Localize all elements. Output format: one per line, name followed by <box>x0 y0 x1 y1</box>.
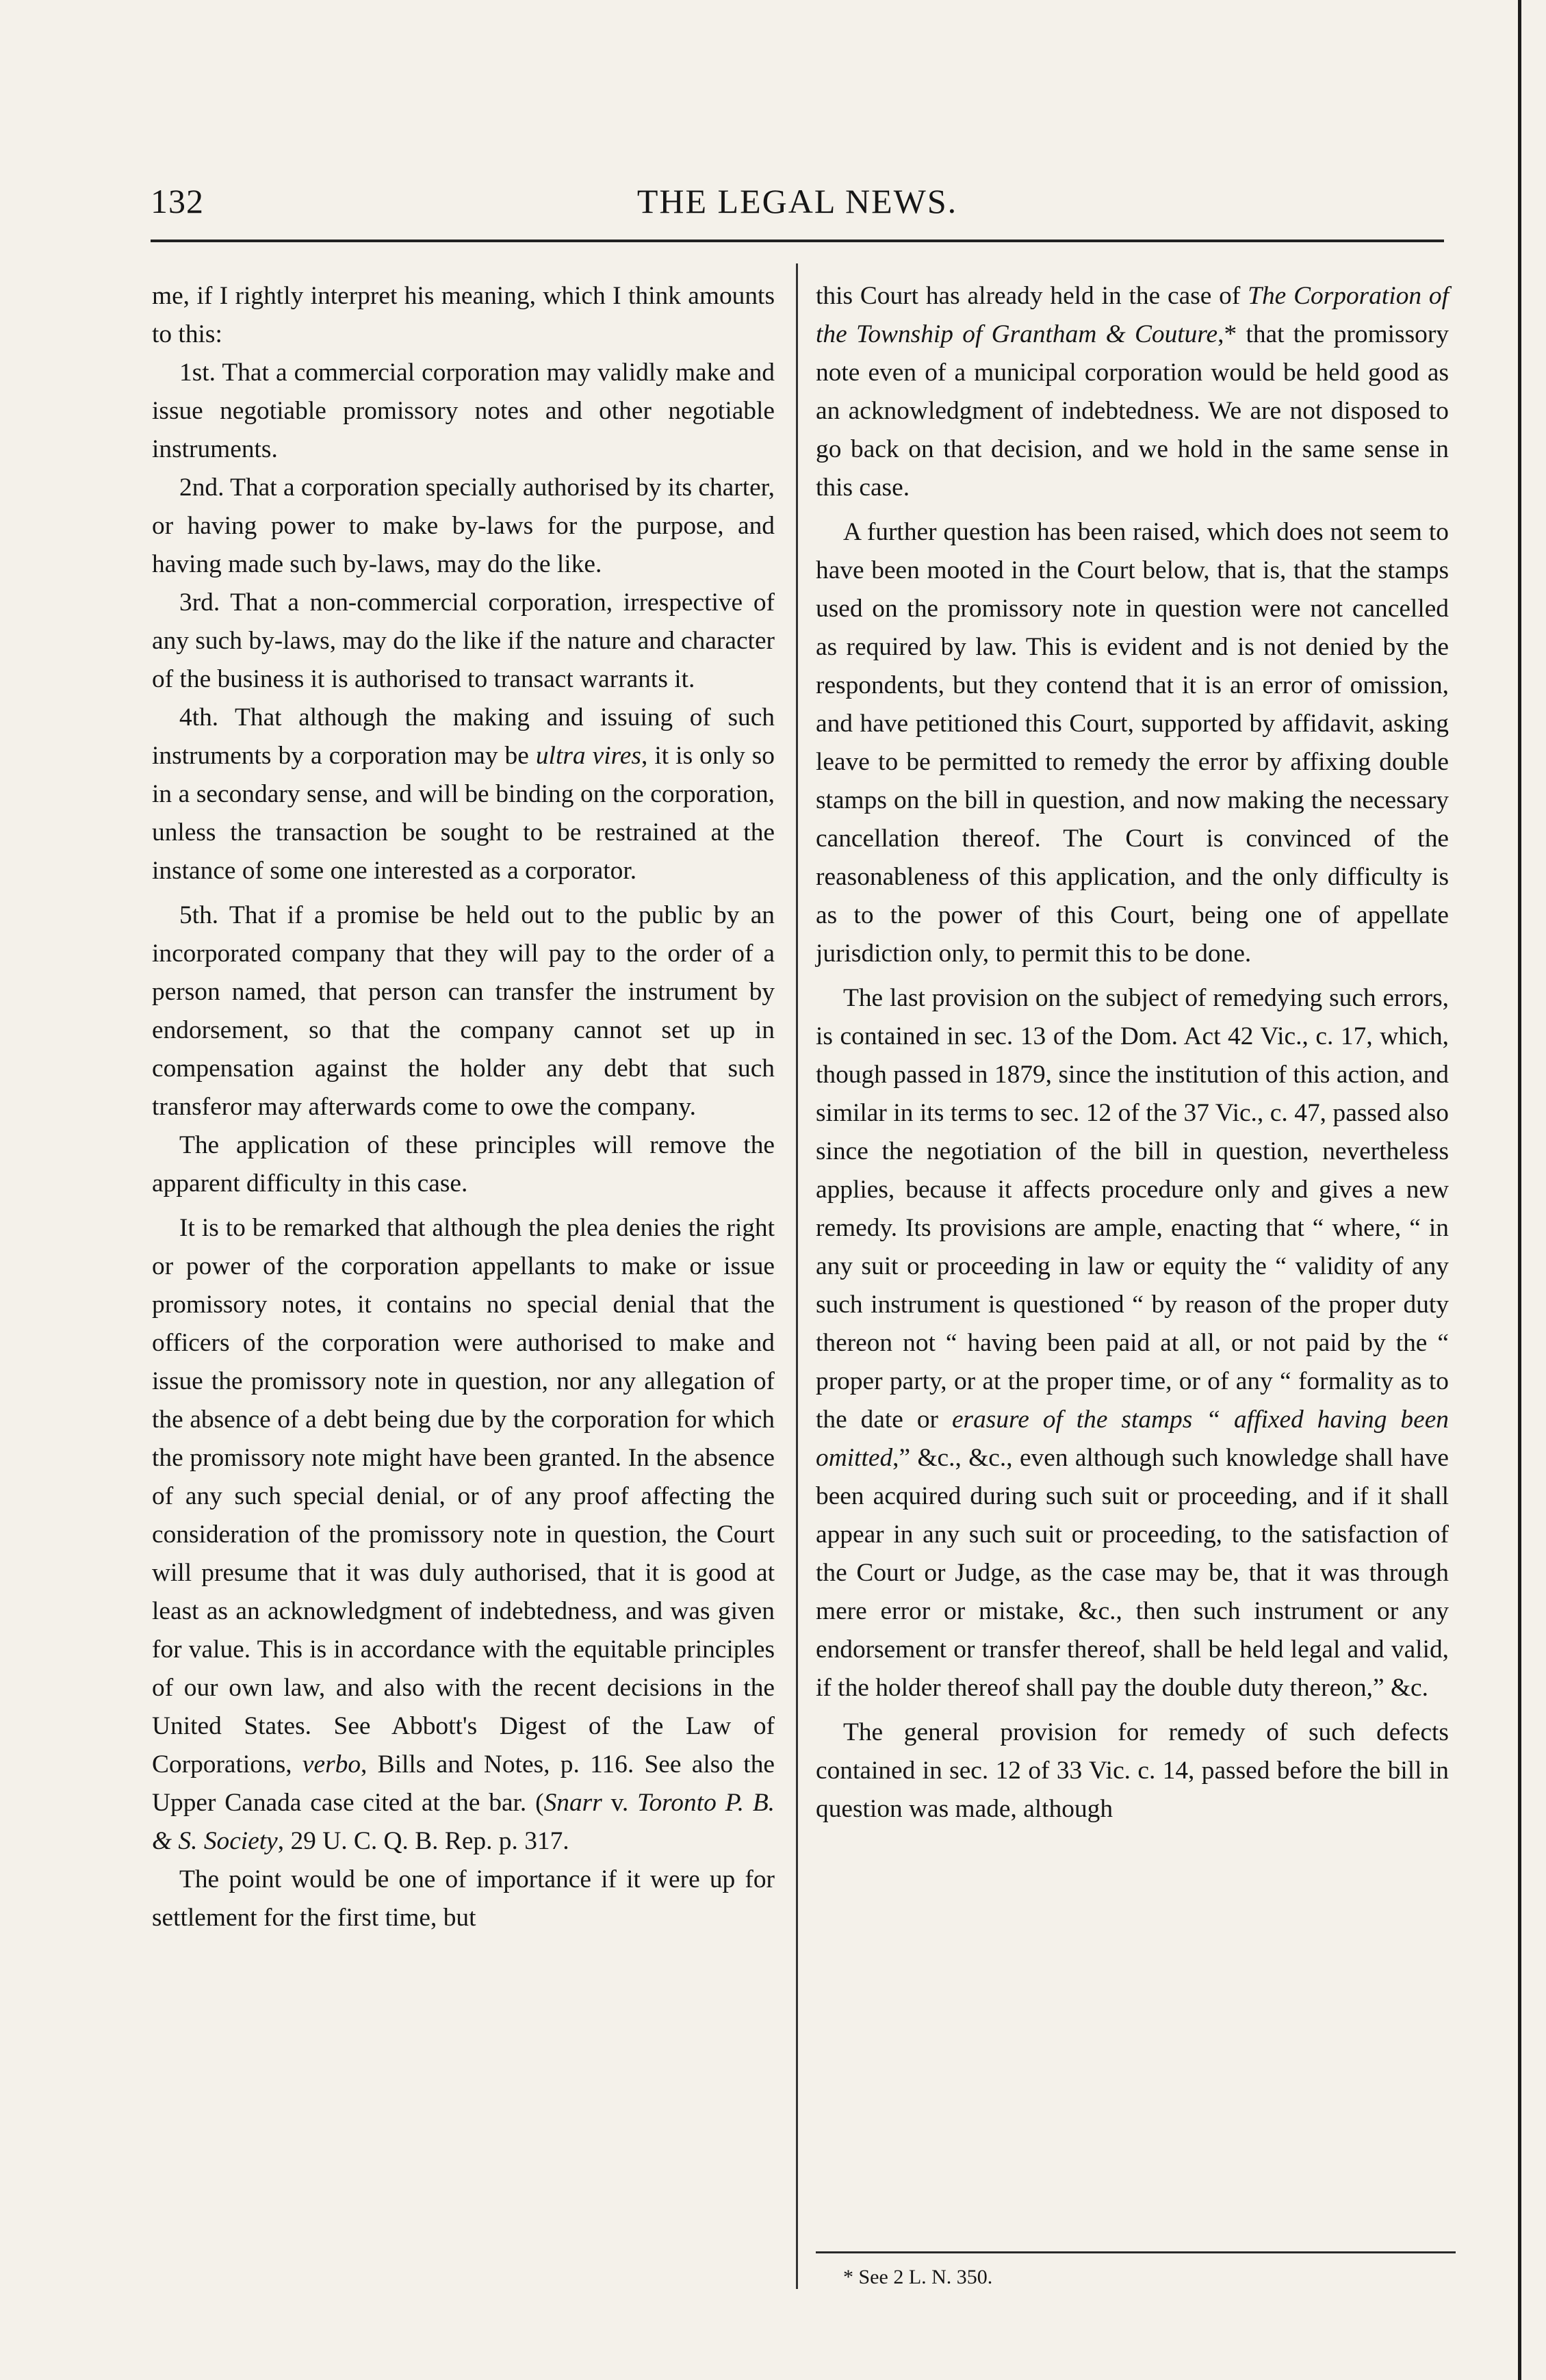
page-number: 132 <box>151 182 204 220</box>
left-paragraph-5-text-a: 4th. That although the making and issuing of such instruments by a corporation may be <box>152 703 775 770</box>
left-paragraph-9: The point would be one of importance if it were up for settlement for the first time, but <box>152 1865 775 1932</box>
right-paragraph-3 <box>816 979 1449 1707</box>
left-paragraph-8 <box>152 1209 775 1861</box>
left-paragraph-4: 3rd. That a non-commercial corporation, irrespective of any such by-laws, may do the like if the nature and character of the business it is authorised to transact warrants it. <box>152 588 775 693</box>
erasure-italic: erasure of the stamps “ affixed having been omitted <box>816 1406 1449 1472</box>
right-paragraph-3-text-a: The last provision on the subject of remedying such errors, is contained in sec. 13 of the Dom. Act 42 Vic., c. 17, which, though passed in 1879, since the institution of this action, and similar in its terms to sec. 12 of the 37 Vic., c. 47, passed also since the negotiation of the bill in question, nevertheless applies, because it affects procedure only and gives a new remedy. Its provisions are ample, enacting that “ where, “ in any suit or proceeding in law or equity the “ validity of any such instrument is questioned “ by reason of the proper duty thereon not “ having been paid at all, or not paid by the “ proper party, or at the proper time, or of any “ formality as to the date or <box>816 984 1449 1434</box>
left-column <box>152 277 775 1937</box>
verbo-italic: verbo <box>302 1750 361 1778</box>
running-title: THE LEGAL NEWS. <box>636 182 958 220</box>
right-paragraph-1 <box>816 277 1449 507</box>
right-paragraph-1-text-a: this Court has already held in the case of <box>816 282 1248 310</box>
left-paragraph-6: 5th. That if a promise be held out to the public by an incorporated company that they will pay to the order of a person named, that person can transfer the instrument by endorsement, so that the company cannot set up in compensation against the holder any debt that such transferor may afterwards come to owe the company. <box>152 901 775 1121</box>
left-paragraph-5 <box>152 699 775 890</box>
case-name-italic: The Corporation of the Township of Grantham & Couture <box>816 282 1449 348</box>
right-column <box>816 277 1449 1828</box>
left-paragraph-7: The application of these principles will remove the apparent difficulty in this case. <box>152 1131 775 1198</box>
page-header <box>151 181 1444 236</box>
left-paragraph-1: me, if I rightly interpret his meaning, which I think amounts to this: <box>152 282 775 348</box>
left-paragraph-8-text-b: , Bills and Notes, p. 116. See also the Upper Canada case cited at the bar. ( <box>152 1750 775 1817</box>
snarr-italic: Snarr <box>543 1789 602 1817</box>
versus: v. <box>602 1789 638 1817</box>
toronto-society-italic: Toronto P. B. & S. Society <box>152 1789 775 1855</box>
left-paragraph-2: 1st. That a commercial corporation may validly make and issue negotiable promissory notes and other negotiable instruments. <box>152 359 775 463</box>
page-edge-line <box>1518 0 1521 2380</box>
left-paragraph-8-text-c: , 29 U. C. Q. B. Rep. p. 317. <box>277 1827 569 1855</box>
right-paragraph-2: A further question has been raised, which does not seem to have been mooted in the Court below, that is, that the stamps used on the promissory note in question were not cancelled as required by law. This is evident and is not denied by the respondents, but they contend that it is an error of omission, and have petitioned this Court, supported by affidavit, asking leave to be permitted to remedy the error by affixing double stamps on the bill in question, and now making the necessary cancellation thereof. The Court is convinced of the reasonableness of this application, and the only difficulty is as to the power of this Court, being one of appellate jurisdiction only, to permit this to be done. <box>816 518 1449 968</box>
right-paragraph-4: The general provision for remedy of such defects contained in sec. 12 of 33 Vic. c. 14, passed before the bill in question was made, although <box>816 1718 1449 1823</box>
footnote: * See 2 L. N. 350. <box>843 2266 993 2288</box>
ultra-vires-italic: ultra vires <box>535 742 641 770</box>
column-divider <box>796 263 798 2289</box>
left-paragraph-5-text-b: , it is only so in a secondary sense, and will be binding on the corporation, unless the transaction be sought to be restrained at the instance of some one interested as a corporator. <box>152 742 775 885</box>
right-paragraph-3-text-b: ,” &c., &c., even although such knowledge shall have been acquired during such suit or proceeding, and if it shall appear in any such suit or proceeding, to the satisfaction of the Court or Judge, as the case may be, that it was through mere error or mistake, &c., then such instrument or any endorsement or transfer thereof, shall be held legal and valid, if the holder thereof shall pay the double duty thereon,” &c. <box>816 1444 1449 1702</box>
left-paragraph-8-text-a: It is to be remarked that although the plea denies the right or power of the corporation appellants to make or issue promissory notes, it contains no special denial that the officers of the corporation were authorised to make and issue the promissory note in question, nor any allegation of the absence of a debt being due by the corporation for which the promissory note might have been granted. In the absence of any such special denial, or of any proof affecting the consideration of the promissory note in question, the Court will presume that it was duly authorised, that it is good at least as an acknowledgment of indebtedness, and was given for value. This is in accordance with the equitable principles of our own law, and also with the recent decisions in the United States. See Abbott's Digest of the Law of Corporations, <box>152 1214 775 1778</box>
right-paragraph-1-text-b: ,* that the promissory note even of a municipal corporation would be held good as an acknowledgment of indebtedness. We are not disposed to go back on that decision, and we hold in the same sense in this case. <box>816 320 1449 502</box>
header-rule <box>151 240 1444 242</box>
footnote-rule <box>816 2251 1456 2253</box>
left-paragraph-3: 2nd. That a corporation specially authorised by its charter, or having power to make by-laws for the purpose, and having made such by-laws, may do the like. <box>152 474 775 578</box>
